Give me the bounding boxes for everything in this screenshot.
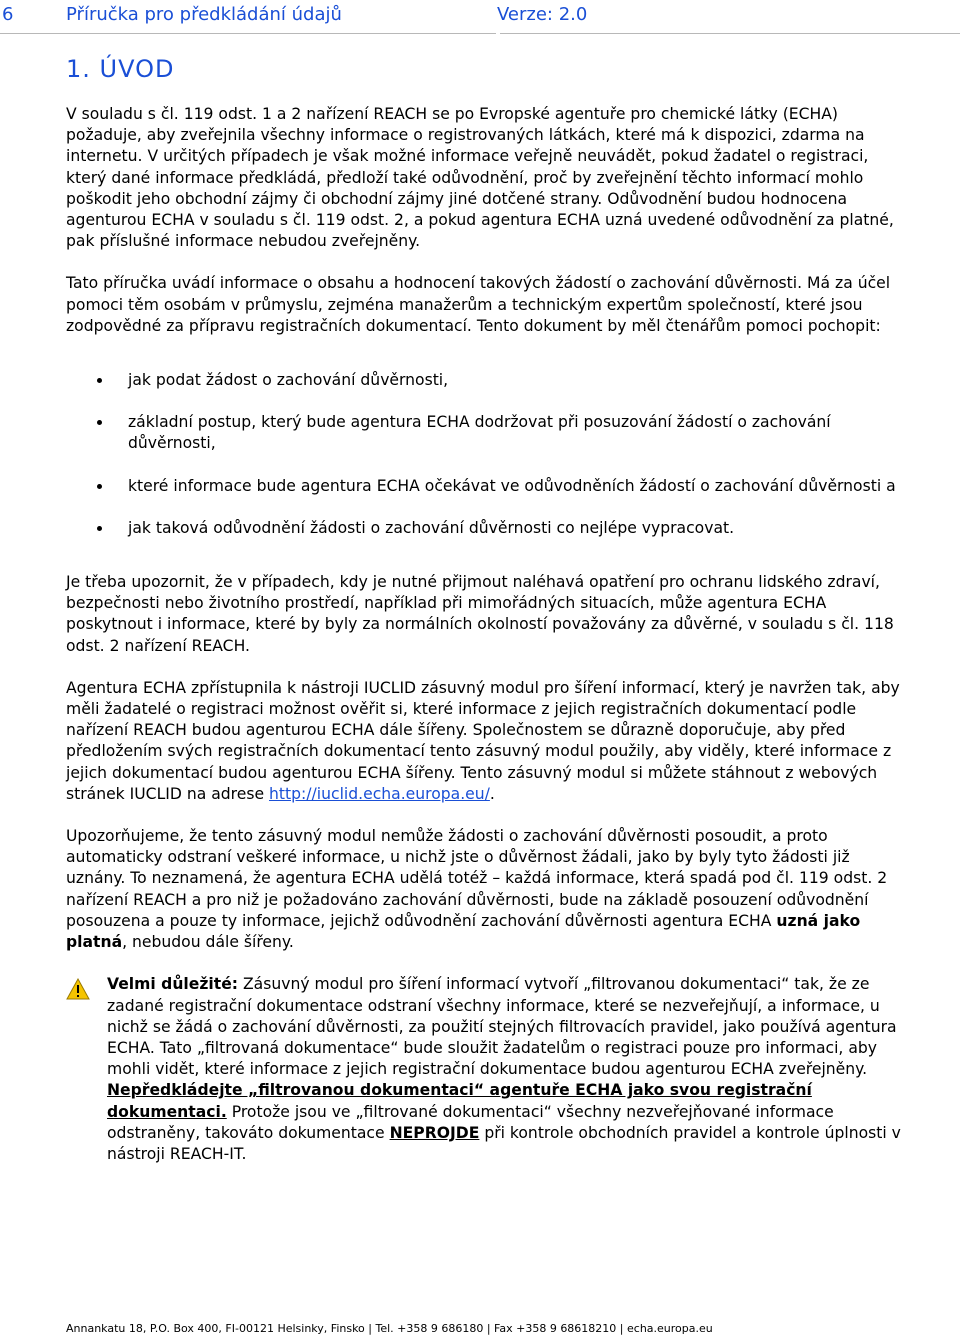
paragraph-plugin <box>66 678 912 805</box>
header-rule-left <box>0 33 496 34</box>
bullet-list <box>66 370 912 539</box>
page-number: 6 <box>2 4 14 25</box>
emphasis-text: uzná jako platná <box>66 911 861 952</box>
paragraph-emergency: Je třeba upozornit, že v případech, kdy je nutné přijmout naléhavá opatření pro ochranu lidského zdraví, bezpečnosti nebo životního prostředí, například při mimořádných situacích, může agentura ECHA poskytnout i informace, které by byly za normálních okolností považovány za důvěrné, v souladu s čl. 118 odst. 2 nařízení REACH. <box>66 573 894 655</box>
document-title: Příručka pro předkládání údajů <box>66 4 342 25</box>
list-item: které informace bude agentura ECHA očekávat ve odůvodněních žádostí o zachování důvěrnosti a <box>66 476 912 497</box>
list-item: jak taková odůvodnění žádosti o zachování důvěrnosti co nejlépe vypracovat. <box>66 518 912 539</box>
note-text: Zásuvný modul pro šíření informací vytvoří „filtrovanou dokumentaci“ tak, že ze zadané registrační dokumentace odstraní všechny informace, které se nezveřejňují, a informace, u nichž se žádá o zachování důvěrnosti, za použití stejných filtrovacích pravidel, jako používá agentura ECHA. Tato „filtrovaná dokumentace“ bude sloužit žadatelům o registraci pouze pro informaci, aby mohli vidět, které informace z jejich registrační dokumentace budou agenturou ECHA zveřejněny. <box>107 975 897 1079</box>
paragraph-limitation <box>66 826 912 953</box>
note-emphasis: NEPROJDE <box>389 1123 480 1142</box>
paragraph-plugin-text: Agentura ECHA zpřístupnila k nástroji IUCLID zásuvný modul pro šíření informací, který je navržen tak, aby měli žadatelé o registraci možnost ověřit si, které informace z jejich registračních dokumentací podle nařízení REACH budou agenturou ECHA dále šířeny. Společnostem se důrazně doporučuje, aby před předložením svých registračních dokumentací tento zásuvný modul použily, aby viděly, které informace z jejich dokumentací budou agenturou ECHA šířeny. Tento zásuvný modul si můžete stáhnout z webových stránek IUCLID na adrese <box>66 678 900 803</box>
document-version: Verze: 2.0 <box>497 4 588 25</box>
note-warning-underlined: Nepředkládejte „filtrovanou dokumentaci“ agentuře ECHA jako svou registrační dokumentaci. <box>107 1081 812 1121</box>
note-text-end: při kontrole obchodních pravidel a kontrole úplnosti v nástroji REACH-IT. <box>107 1123 901 1163</box>
paragraph-plugin-end: . <box>489 784 495 803</box>
important-note <box>66 974 912 1165</box>
document-body <box>66 104 912 1165</box>
note-label: Velmi důležité: <box>107 975 239 994</box>
paragraph-limitation-end: , nebudou dále šířeny. <box>122 933 294 952</box>
list-item: jak podat žádost o zachování důvěrnosti, <box>66 370 912 391</box>
page-header <box>0 0 960 34</box>
warning-icon <box>66 978 90 1000</box>
header-rule-right <box>500 33 960 34</box>
paragraph-purpose: Tato příručka uvádí informace o obsahu a hodnocení takových žádostí o zachování důvěrnosti. Má za účel pomoci těm osobám v průmyslu, zejména manažerům a technickým expertům společností, které jsou zodpovědné za přípravu registračních dokumentací. Tento dokument by měl čtenářům pomoci pochopit: <box>66 274 891 335</box>
paragraph-intro: V souladu s čl. 119 odst. 1 a 2 nařízení REACH se po Evropské agentuře pro chemické látky (ECHA) požaduje, aby zveřejnila všechny informace o registrovaných látkách, které má k dispozici, zdarma na internetu. V určitých případech je však možné informace veřejně neuvádět, pokud žadatel o registraci, který dané informace předkládá, předloží také odůvodnění, proč by zveřejnění těchto informací mohlo poškodit jeho obchodní zájmy či obchodní zájmy jiné dotčené strany. Odůvodnění budou hodnocena agenturou ECHA v souladu s čl. 119 odst. 2, a pokud agentura ECHA uzná uvedené odůvodnění za platné, pak příslušné informace nebudou zveřejněny. <box>66 105 894 251</box>
list-item: základní postup, který bude agentura ECHA dodržovat při posuzování žádostí o zachování důvěrnosti, <box>66 412 912 454</box>
iuclid-link[interactable]: http://iuclid.echa.europa.eu/ <box>269 784 490 803</box>
page-footer: Annankatu 18, P.O. Box 400, FI-00121 Helsinky, Finsko | Tel. +358 9 686180 | Fax +358 9 68618210 | echa.europa.eu <box>66 1322 713 1335</box>
paragraph-limitation-text: Upozorňujeme, že tento zásuvný modul nemůže žádosti o zachování důvěrnosti posoudit, a proto automaticky odstraní veškeré informace, u nichž jste o důvěrnost žádali, jako by byly tyto žádosti již uznány. To neznamená, že agentura ECHA udělá totéž – každá informace, která spadá pod čl. 119 odst. 2 nařízení REACH a pro niž je požadováno zachování důvěrnosti, bude na základě posouzení odůvodnění posouzena a pouze ty informace, jejichž odůvodnění zachování důvěrnosti agentura ECHA <box>66 827 888 930</box>
note-text-continued: Protože jsou ve „filtrované dokumentaci“ všechny nezveřejňované informace odstraněny, takováto dokumentace <box>107 1102 834 1142</box>
section-title: 1. ÚVOD <box>66 55 175 83</box>
